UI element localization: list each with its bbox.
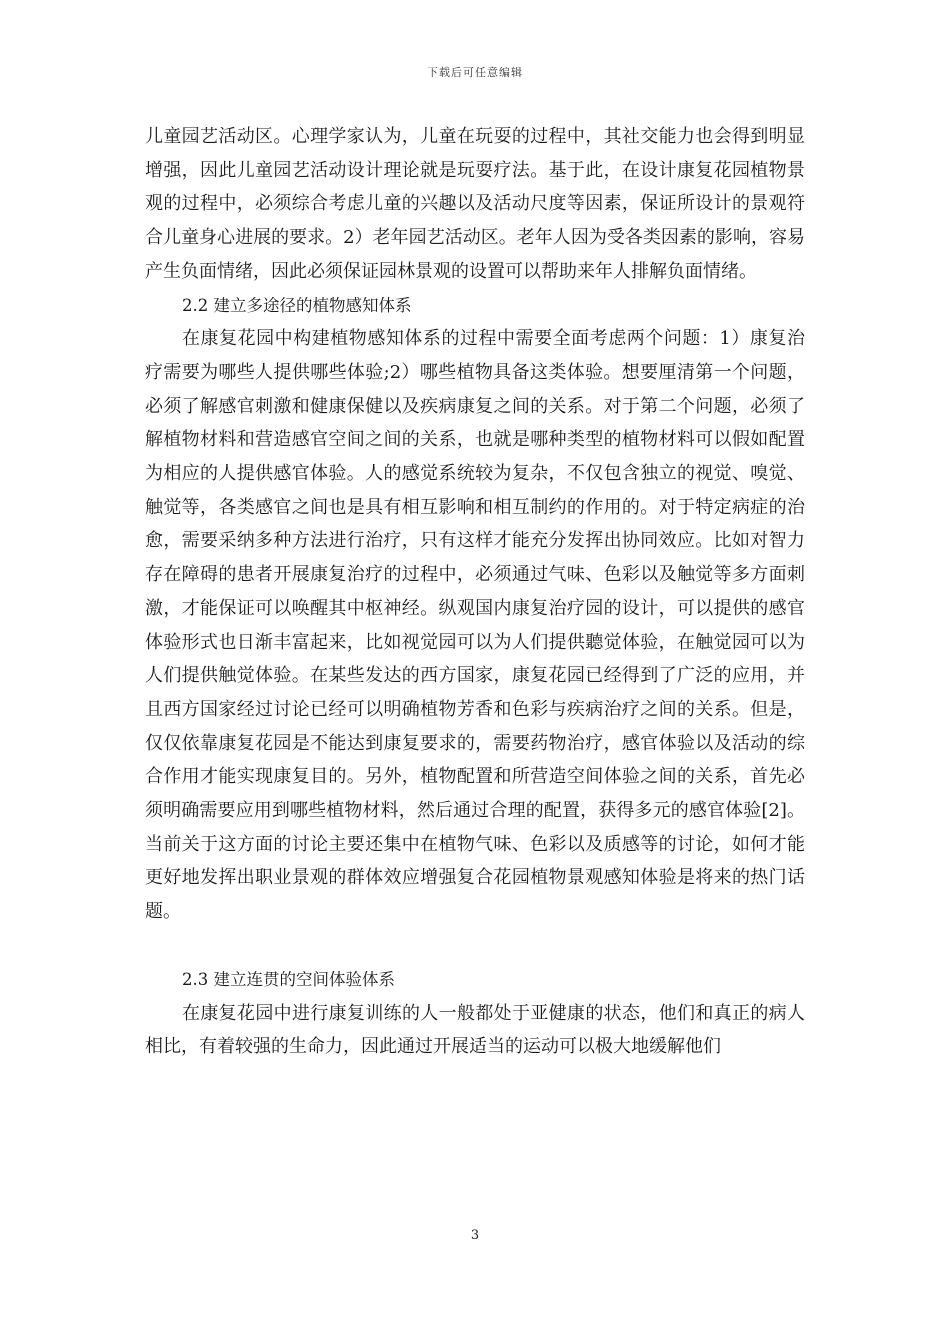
page-number: 3 [470, 1228, 480, 1243]
paragraph-children-garden: 儿童园艺活动区。心理学家认为，儿童在玩耍的过程中，其社交能力也会得到明显增强，因此儿童园艺活动设计理论就是玩耍疗法。基于此，在设计康复花园植物景观的过程中，必须综合考虑儿童的兴趣以及活动尺度等因素，保证所设计的景观符合儿童身心进展的要求。2）老年园艺活动区。老年人因为受各类因素的影响，容易产生负面情绪，因此必须保证园林景观的设置可以帮助来年人排解负面情绪。 [145, 126, 805, 282]
section-heading-2-2: 2.2 建立多途径的植物感知体系 [182, 295, 412, 315]
document-body [145, 120, 805, 1064]
page-header: 下载后可任意编辑 [427, 66, 523, 79]
paragraph-plant-perception: 在康复花园中构建植物感知体系的过程中需要全面考虑两个问题：1）康复治疗需要为哪些人提供哪些体验;2）哪些植物具备这类体验。想要厘清第一个问题，必须了解感官刺激和健康保健以及疾病康复之间的关系。对于第二个问题，必须了解植物材料和营造感官空间之间的关系，也就是哪种类型的植物材料可以假如配置为相应的人提供感官体验。人的感觉系统较为复杂，不仅包含独立的视觉、嗅觉、触觉等，各类感官之间也是具有相互影响和相互制约的作用的。对于特定病症的治愈，需要采纳多种方法进行治疗，只有这样才能充分发挥出协同效应。比如对智力存在障碍的患者开展康复治疗的过程中，必须通过气味、色彩以及触觉等多方面刺激，才能保证可以唤醒其中枢神经。纵观国内康复治疗园的设计，可以提供的感官体验形式也日渐丰富起来，比如视觉园可以为人们提供聽觉体验，在触觉园可以为人们提供触觉体验。在某些发达的西方国家，康复花园已经得到了广泛的应用，并且西方国家经过讨论已经可以明确植物芳香和色彩与疾病治疗之间的关系。但是，仅仅依靠康复花园是不能达到康复要求的，需要药物治疗，感官体验以及活动的综合作用才能实现康复目的。另外，植物配置和所营造空间体验之间的关系，首先必须明确需要应用到哪些植物材料，然后通过合理的配置，获得多元的感官体验[2]。当前关于这方面的讨论主要还集中在植物气味、色彩以及质感等的讨论，如何才能更好地发挥出职业景观的群体效应增强复合花园植物景观感知体验是将来的热门话题。 [145, 328, 805, 923]
section-spacer [145, 929, 805, 963]
section-heading-2-3: 2.3 建立连贯的空间体验体系 [182, 969, 395, 989]
paragraph-spatial-experience: 在康复花园中进行康复训练的人一般都处于亚健康的状态，他们和真正的病人相比，有着较强的生命力，因此通过开展适当的运动可以极大地缓解他们 [145, 1002, 805, 1058]
